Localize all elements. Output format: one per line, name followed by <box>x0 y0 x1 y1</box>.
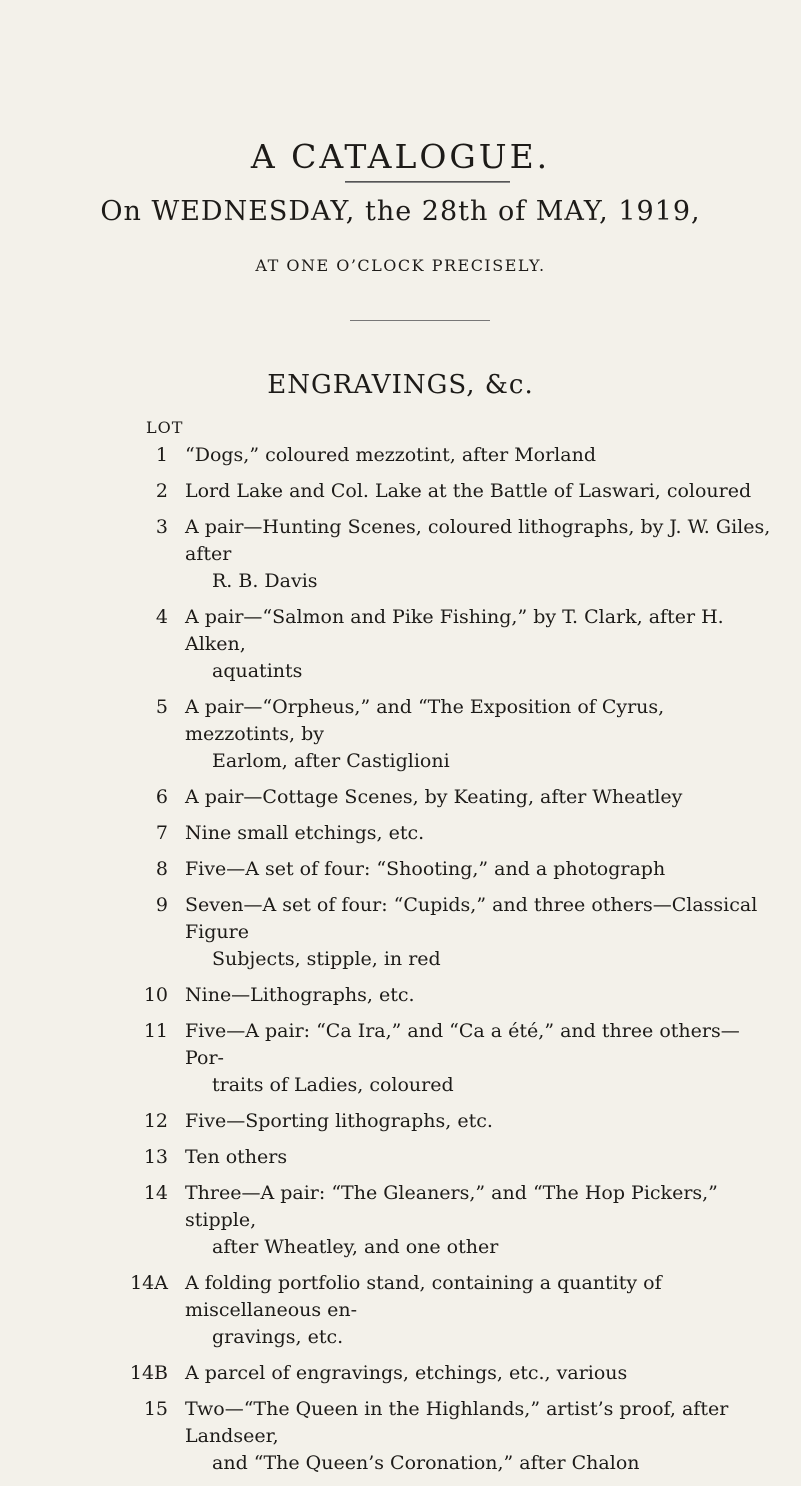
lot-description: A parcel of engravings, etchings, etc., various <box>185 1362 628 1384</box>
lot-entry <box>0 856 801 883</box>
lot-number: 9 <box>155 894 168 916</box>
lot-description: Lord Lake and Col. Lake at the Battle of Laswari, coloured <box>185 480 752 502</box>
lot-number: 3 <box>155 516 168 538</box>
sale-time: AT ONE O’CLOCK PRECISELY. <box>255 256 546 275</box>
lot-entry <box>0 1180 801 1261</box>
lot-description-continued: traits of Ladies, coloured <box>212 1074 454 1096</box>
lot-number: 11 <box>143 1020 168 1042</box>
lot-number: 6 <box>155 786 168 808</box>
lot-number: 12 <box>143 1110 168 1132</box>
lot-entry <box>0 1360 801 1387</box>
lot-number: 5 <box>155 696 168 718</box>
lot-entry <box>0 1144 801 1171</box>
lot-list <box>0 442 801 1486</box>
lot-number: 2 <box>155 480 168 502</box>
lot-number: 10 <box>143 984 168 1006</box>
sale-date: On WEDNESDAY, the 28th of MAY, 1919, <box>100 196 701 227</box>
lot-number: 4 <box>155 606 168 628</box>
lot-entry <box>0 1018 801 1099</box>
lot-description: Nine small etchings, etc. <box>185 822 425 844</box>
lot-entry <box>0 694 801 775</box>
lot-entry <box>0 1108 801 1135</box>
lot-entry <box>0 514 801 595</box>
lot-column-header: LOT <box>146 418 184 437</box>
lot-entry <box>0 1396 801 1477</box>
catalogue-title: A CATALOGUE. <box>250 137 551 176</box>
lot-description: A pair—“Orpheus,” and “The Exposition of Cyrus, mezzotints, by <box>185 696 665 745</box>
lot-description-continued: Earlom, after Castiglioni <box>212 750 450 772</box>
lot-description: A pair—“Salmon and Pike Fishing,” by T. Clark, after H. Alken, <box>185 606 724 655</box>
lot-number: 15 <box>143 1398 168 1420</box>
lot-entry <box>0 478 801 505</box>
lot-entry <box>0 604 801 685</box>
lot-entry <box>0 892 801 973</box>
lot-description: A pair—Hunting Scenes, coloured lithographs, by J. W. Giles, after <box>185 516 771 565</box>
lot-description: Seven—A set of four: “Cupids,” and three others—Classical Figure <box>185 894 758 943</box>
lot-description: “Dogs,” coloured mezzotint, after Morland <box>185 444 596 466</box>
lot-entry <box>0 982 801 1009</box>
lot-entry <box>0 784 801 811</box>
lot-description-continued: gravings, etc. <box>212 1326 344 1348</box>
lot-description: A folding portfolio stand, containing a quantity of miscellaneous en- <box>185 1272 662 1321</box>
divider-rule <box>350 320 490 321</box>
lot-entry <box>0 442 801 469</box>
lot-number: 8 <box>155 858 168 880</box>
lot-number: 14B <box>129 1362 168 1384</box>
lot-description: Two—“The Queen in the Highlands,” artist’s proof, after Landseer, <box>185 1398 729 1447</box>
lot-description: A pair—Cottage Scenes, by Keating, after Wheatley <box>185 786 683 808</box>
lot-entry <box>0 1270 801 1351</box>
lot-number: 14A <box>130 1272 168 1294</box>
lot-description: Three—A pair: “The Gleaners,” and “The Hop Pickers,” stipple, <box>185 1182 718 1231</box>
lot-description: Five—A pair: “Ca Ira,” and “Ca a été,” and three others—Por- <box>185 1020 740 1069</box>
lot-number: 7 <box>155 822 168 844</box>
lot-description: Nine—Lithographs, etc. <box>185 984 415 1006</box>
title-rule <box>345 181 510 183</box>
lot-description-continued: Subjects, stipple, in red <box>212 948 441 970</box>
lot-description: Five—Sporting lithographs, etc. <box>185 1110 493 1132</box>
section-title: ENGRAVINGS, &c. <box>267 370 534 400</box>
lot-description-continued: and “The Queen’s Coronation,” after Chalon <box>212 1452 640 1474</box>
lot-number: 1 <box>155 444 168 466</box>
lot-entry <box>0 820 801 847</box>
lot-description: Ten others <box>185 1146 288 1168</box>
lot-number: 13 <box>143 1146 168 1168</box>
lot-description-continued: aquatints <box>212 660 303 682</box>
lot-description-continued: after Wheatley, and one other <box>212 1236 499 1258</box>
lot-number: 14 <box>143 1182 168 1204</box>
lot-description: Five—A set of four: “Shooting,” and a photograph <box>185 858 666 880</box>
lot-description-continued: R. B. Davis <box>212 570 318 592</box>
